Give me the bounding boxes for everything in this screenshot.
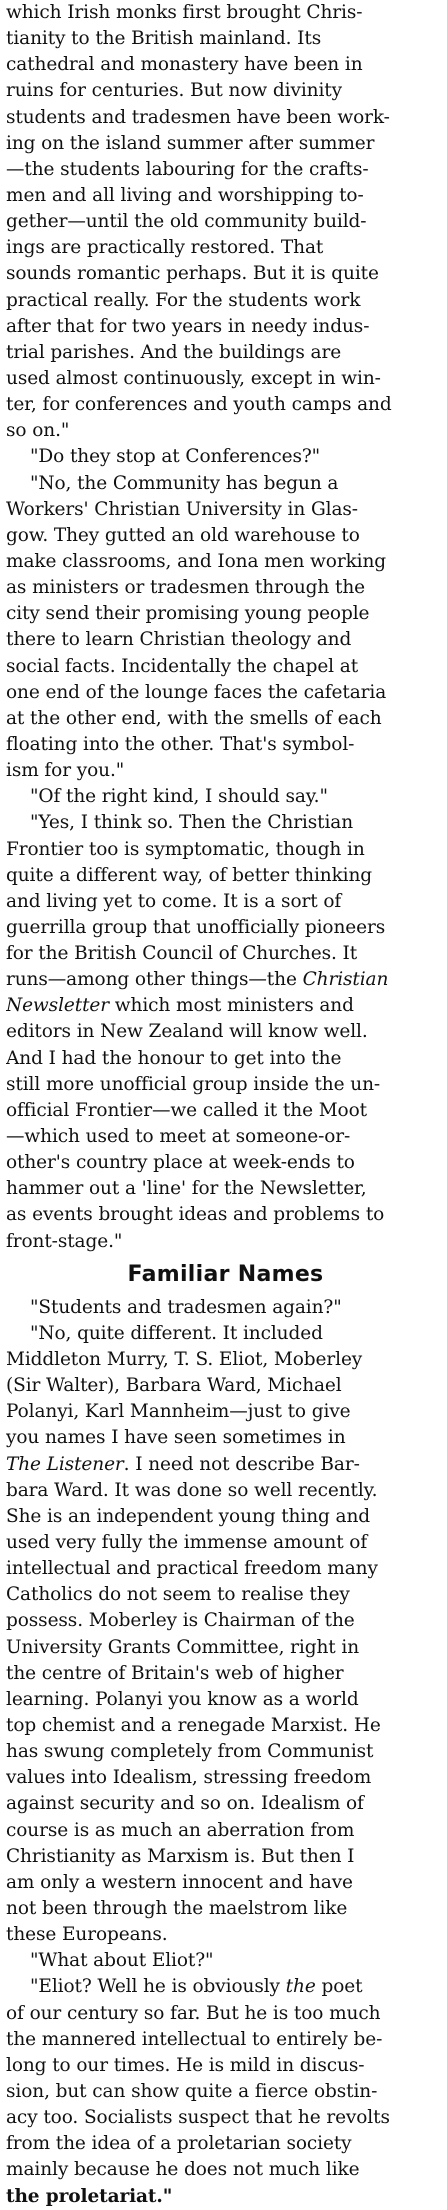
text-line: University Grants Committee, right in: [6, 1636, 360, 1658]
text-line: intellectual and practical freedom many: [6, 1558, 378, 1580]
text-line: Middleton Murry, T. S. Eliot, Moberley: [6, 1349, 363, 1371]
text-line: [6, 1974, 445, 2000]
text-line: am only a western innocent and have: [6, 1871, 353, 1893]
text-line: gow. They gutted an old warehouse to: [6, 524, 360, 546]
text-line: ter, for conferences and youth camps and: [6, 394, 392, 416]
text-line: learning. Polanyi you know as a world: [6, 1688, 359, 1710]
text-run: "Eliot? Well he is obviously: [30, 1976, 286, 1998]
text-line: trial parishes. And the buildings are: [6, 341, 342, 363]
text-line: quite a different way, of better thinking: [6, 864, 373, 886]
text-line: ruins for centuries. But now divinity: [6, 80, 342, 102]
text-line: the centre of Britain's web of higher: [6, 1662, 344, 1684]
text-run: runs—among other things—the: [6, 969, 303, 991]
text-line: long to our times. He is mild in discus-: [6, 2054, 365, 2076]
text-line: top chemist and a renegade Marxist. He: [6, 1715, 381, 1736]
text-line: as ministers or tradesmen through the: [6, 577, 366, 599]
text-line: these Europeans.: [6, 1924, 168, 1946]
text-line: has swung completely from Communist: [6, 1741, 374, 1763]
text-line: against security and so on. Idealism of: [6, 1793, 364, 1815]
text-line: used almost continuously, except in win-: [6, 367, 381, 389]
text-line: hammer out a 'line' for the Newsletter,: [6, 1178, 367, 1200]
text-line: She is an independent young thing and: [6, 1505, 371, 1527]
text-line: values into Idealism, stressing freedom: [6, 1767, 372, 1789]
text-line: and living yet to come. It is a sort of: [6, 890, 342, 912]
article-paragraph: [6, 1948, 445, 1974]
text-line: [6, 967, 445, 993]
text-line: make classrooms, and Iona men working: [6, 550, 387, 572]
text-line: at the other end, with the smells of each: [6, 707, 382, 729]
text-line: front-stage.": [6, 1230, 123, 1252]
article-paragraph: [6, 0, 445, 444]
text-line: guerrilla group that unofficially pioneers: [6, 916, 386, 938]
text-line: city send their promising young people: [6, 603, 370, 625]
text-line: the mannered intellectual to entirely be-: [6, 2028, 383, 2050]
emphasis-text: the: [285, 1976, 316, 1998]
text-line: sounds romantic perhaps. But it is quite: [6, 263, 379, 285]
article-paragraph: [6, 1321, 445, 1948]
text-line: as events brought ideas and problems to: [6, 1204, 385, 1226]
text-line: "Yes, I think so. Then the Christian: [30, 812, 354, 834]
text-line: [6, 1452, 445, 1478]
text-line: one end of the lounge faces the cafetaria: [6, 681, 387, 703]
publication-title: The Listener: [6, 1453, 124, 1475]
text-line: editors in New Zealand will know well.: [6, 1021, 368, 1043]
text-line: still more unofficial group inside the un-: [6, 1073, 381, 1095]
text-line: the proletariat.": [6, 2185, 173, 2207]
text-line: And I had the honour to get into the: [6, 1047, 342, 1069]
article-paragraph: [6, 784, 445, 810]
section-heading: Familiar Names: [127, 1261, 324, 1287]
text-line: sion, but can show quite a fierce obstin-: [6, 2080, 378, 2102]
text-line: possess. Moberley is Chairman of the: [6, 1610, 355, 1632]
text-line: "No, quite different. It included: [30, 1322, 323, 1344]
text-line: other's country place at week-ends to: [6, 1152, 355, 1174]
text-line: acy too. Socialists suspect that he revolts: [6, 2107, 390, 2129]
text-line: "Of the right kind, I should say.": [30, 786, 328, 808]
text-line: Workers' Christian University in Glas-: [6, 498, 358, 520]
text-line: so on.": [6, 420, 70, 442]
text-line: "No, the Community has begun a: [30, 472, 339, 494]
text-line: ing on the island summer after summer: [6, 132, 375, 154]
text-line: Catholics do not seem to realise they: [6, 1584, 350, 1606]
text-line: mainly because he does not much like: [6, 2159, 360, 2181]
text-line: you names I have seen sometimes in: [6, 1427, 346, 1449]
text-line: ings are practically restored. That: [6, 237, 324, 259]
text-line: students and tradesmen have been work-: [6, 106, 390, 128]
article-paragraph: [6, 471, 445, 785]
text-line: gether—until the old community build-: [6, 211, 367, 233]
text-run: which most ministers and: [109, 995, 354, 1017]
text-line: tianity to the British mainland. Its: [6, 28, 322, 50]
text-line: Christianity as Marxism is. But then I: [6, 1845, 355, 1867]
text-line: course is as much an aberration from: [6, 1819, 355, 1841]
publication-title: Newsletter: [6, 995, 109, 1017]
text-line: Frontier too is symptomatic, though in: [6, 838, 365, 860]
text-line: [6, 993, 445, 1019]
article-paragraph: [6, 1295, 445, 1321]
text-run: poet: [315, 1976, 363, 1998]
article-paragraph: [6, 1974, 445, 2209]
text-line: ism for you.": [6, 760, 125, 782]
text-line: after that for two years in needy indus-: [6, 315, 370, 337]
text-line: not been through the maelstrom like: [6, 1897, 348, 1919]
text-line: —which used to meet at someone-or-: [6, 1126, 351, 1148]
text-line: floating into the other. That's symbol-: [6, 733, 355, 755]
text-line: "Do they stop at Conferences?": [30, 446, 321, 468]
text-line: cathedral and monastery have been in: [6, 54, 363, 76]
text-line: used very fully the immense amount of: [6, 1532, 368, 1554]
text-line: "What about Eliot?": [30, 1950, 214, 1972]
text-line: Polanyi, Karl Mannheim—just to give: [6, 1401, 351, 1423]
text-line: bara Ward. It was done so well recently.: [6, 1479, 378, 1501]
article-paragraph: [6, 444, 445, 470]
text-line: official Frontier—we called it the Moot: [6, 1099, 367, 1121]
text-line: social facts. Incidentally the chapel at: [6, 655, 359, 677]
text-line: which Irish monks first brought Chris-: [6, 2, 363, 23]
text-line: from the idea of a proletarian society: [6, 2133, 352, 2155]
text-run: . I need not describe Bar-: [123, 1453, 360, 1475]
text-line: men and all living and worshipping to-: [6, 184, 364, 206]
text-line: —the students labouring for the crafts-: [6, 158, 369, 180]
publication-title: Christian: [302, 969, 389, 991]
text-line: there to learn Christian theology and: [6, 629, 352, 651]
text-line: (Sir Walter), Barbara Ward, Michael: [6, 1375, 342, 1397]
text-line: practical really. For the students work: [6, 289, 361, 311]
text-line: for the British Council of Churches. It: [6, 943, 358, 965]
article-paragraph: [6, 810, 445, 1254]
text-line: of our century so far. But he is too much: [6, 2002, 381, 2024]
text-line: "Students and tradesmen again?": [30, 1296, 342, 1318]
